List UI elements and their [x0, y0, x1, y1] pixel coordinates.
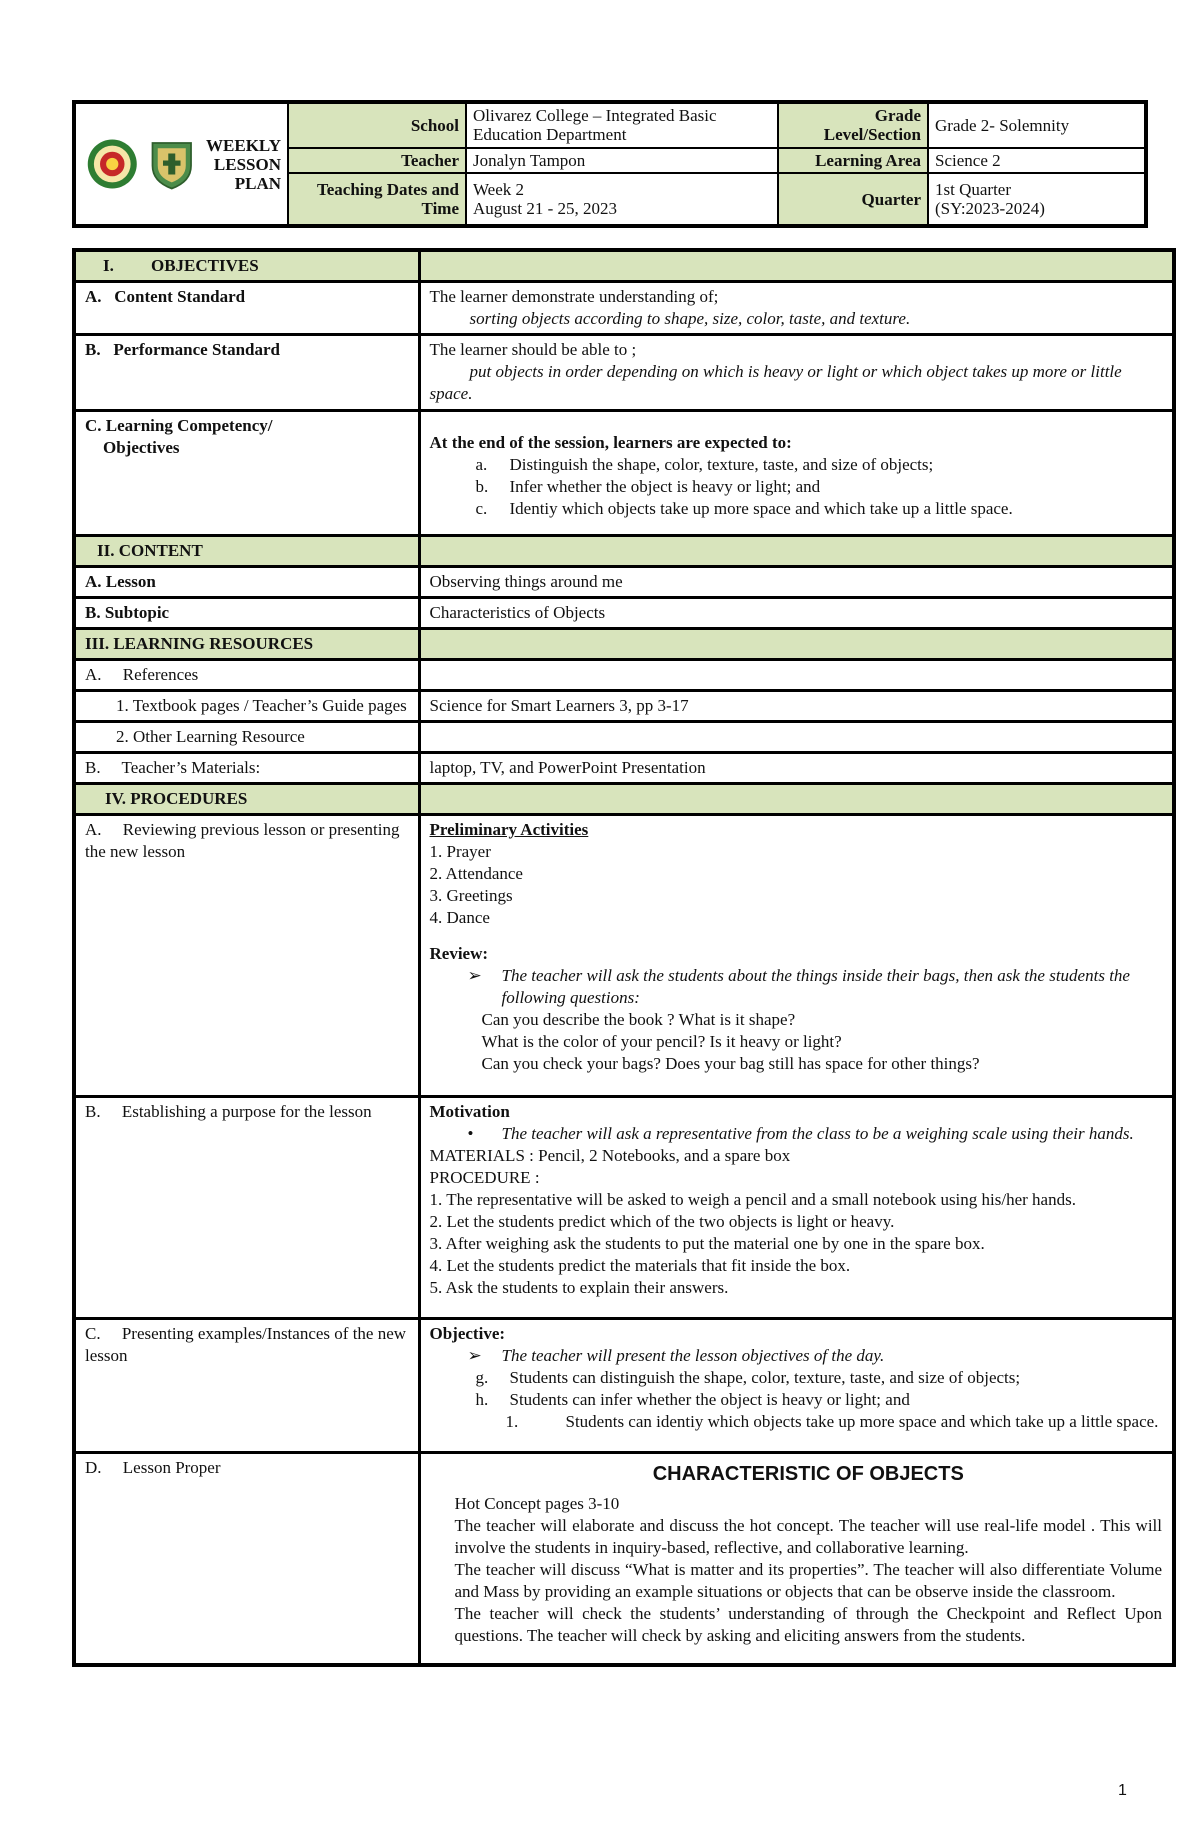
objective-text: Students can identiy which objects take up more space and which take up a little space.	[565, 1412, 1159, 1431]
procedure-step: 1. The representative will be asked to weigh a pencil and a small notebook using his/her hands.	[429, 1190, 1076, 1209]
procedure-c-value	[419, 1319, 1174, 1453]
title-line: LESSON	[213, 154, 281, 174]
quarter-value-line: (SY:2023-2024)	[935, 199, 1045, 219]
content-standard-label: A. Content Standard	[74, 282, 419, 335]
content-standard-line: The learner demonstrate understanding of;	[429, 287, 719, 306]
learning-area-value: Science 2	[928, 148, 1146, 173]
procedure-d-value	[419, 1453, 1174, 1666]
procedure-a-value	[419, 815, 1174, 1097]
prelim-item: 4. Dance	[429, 908, 490, 927]
review-bullet: ➢ The teacher will ask the students about the things inside their bags, then ask the students the following questions:	[468, 965, 1164, 1009]
lesson-label: A. Lesson	[74, 567, 419, 598]
resources-heading-right	[419, 629, 1174, 660]
procedure-step: 4. Let the students predict the materials that fit inside the box.	[429, 1256, 851, 1275]
procedure-title: PROCEDURE :	[429, 1168, 540, 1187]
lesson-value: Observing things around me	[419, 567, 1174, 598]
motivation-title: Motivation	[429, 1102, 510, 1121]
objective-item	[430, 1411, 1164, 1433]
other-resource-value	[419, 722, 1174, 753]
lesson-proper-title: CHARACTERISTIC OF OBJECTS	[652, 1463, 964, 1485]
procedure-d-label: D. Lesson Proper	[74, 1453, 419, 1666]
objective-list	[430, 1367, 1164, 1411]
school-value	[466, 102, 778, 148]
competency-item	[476, 454, 1164, 476]
school-value-line: Education Department	[473, 125, 627, 145]
lesson-paragraph: The teacher will check the students’ understanding of through the Checkpoint and Reflect Upon questions. The teacher will check by asking and eliciting answers from the students.	[454, 1604, 1162, 1645]
subtopic-label: B. Subtopic	[74, 598, 419, 629]
objective-item	[476, 1367, 1164, 1389]
review-question: What is the color of your pencil? Is it heavy or light?	[481, 1032, 842, 1051]
objective-item	[476, 1389, 1164, 1411]
motivation-bullet: • The teacher will ask a representative from the class to be a weighing scale using their hands.	[468, 1123, 1164, 1145]
lesson-paragraph: The teacher will elaborate and discuss the hot concept. The teacher will use real-life model . This will involve the students in inquiry-based, reflective, and collaborative learning.	[454, 1516, 1162, 1557]
objective-text: Students can distinguish the shape, color, texture, taste, and size of objects;	[509, 1368, 1021, 1387]
review-question: Can you check your bags? Does your bag still has space for other things?	[481, 1054, 980, 1073]
title-line: WEEKLY	[206, 135, 281, 155]
motivation-materials: MATERIALS : Pencil, 2 Notebooks, and a spare box	[429, 1146, 791, 1165]
performance-standard-line: The learner should be able to ;	[429, 340, 637, 359]
grade-label-line: Grade	[874, 106, 921, 126]
objective-bullet: ➢ The teacher will present the lesson objectives of the day.	[468, 1345, 1164, 1367]
objectives-heading-num: I.	[103, 256, 114, 275]
dates-value-line: Week 2	[473, 180, 525, 200]
prelim-item: 3. Greetings	[429, 886, 513, 905]
resources-heading: III. LEARNING RESOURCES	[74, 629, 419, 660]
page-number: 1	[1118, 1782, 1127, 1799]
procedures-heading	[74, 784, 419, 815]
prelim-title: Preliminary Activities	[429, 820, 589, 839]
procedure-b-label: B. Establishing a purpose for the lesson	[74, 1097, 419, 1319]
objective-letter: g.	[475, 1368, 489, 1387]
prelim-item: 2. Attendance	[429, 864, 523, 883]
logo-cell	[74, 102, 288, 226]
olivarez-seal-icon	[86, 134, 139, 194]
dates-label-line: Teaching Dates and	[316, 180, 459, 200]
review-bullets	[430, 965, 1164, 1009]
dates-label-line: Time	[421, 199, 459, 219]
motivation-bullets	[430, 1123, 1164, 1145]
content-standard-value	[419, 282, 1174, 335]
materials-label: B. Teacher’s Materials:	[74, 753, 419, 784]
procedures-heading-right	[419, 784, 1174, 815]
objectives-heading	[74, 250, 419, 282]
dates-value	[466, 173, 778, 226]
prelim-item: 1. Prayer	[429, 842, 491, 861]
quarter-value	[928, 173, 1146, 226]
objective-letter: h.	[475, 1390, 489, 1409]
competency-item	[476, 476, 1164, 498]
content-heading-text: II. CONTENT	[97, 541, 203, 560]
procedure-step: 2. Let the students predict which of the two objects is light or heavy.	[429, 1212, 895, 1231]
subtopic-value: Characteristics of Objects	[419, 598, 1174, 629]
competency-intro: At the end of the session, learners are expected to:	[429, 433, 792, 452]
learning-area-label: Learning Area	[778, 148, 928, 173]
competency-list	[430, 454, 1164, 520]
review-title: Review:	[429, 944, 489, 963]
grade-label	[778, 102, 928, 148]
textbook-label: 1. Textbook pages / Teacher’s Guide pages	[74, 691, 419, 722]
procedure-step: 5. Ask the students to explain their answers.	[429, 1278, 729, 1297]
weekly-lesson-plan-title	[206, 136, 281, 193]
competency-text: Infer whether the object is heavy or light; and	[509, 477, 821, 496]
review-question: Can you describe the book ? What is it shape?	[481, 1010, 796, 1029]
procedure-step: 3. After weighing ask the students to put the material one by one in the spare box.	[429, 1234, 985, 1253]
teacher-value: Jonalyn Tampon	[466, 148, 778, 173]
procedures-heading-text: IV. PROCEDURES	[105, 789, 248, 808]
title-line: PLAN	[234, 173, 281, 193]
quarter-label: Quarter	[778, 173, 928, 226]
competency-value	[419, 411, 1174, 536]
grade-value: Grade 2- Solemnity	[928, 102, 1146, 148]
teacher-label: Teacher	[288, 148, 466, 173]
procedure-a-label: A. Reviewing previous lesson or presenting the new lesson	[74, 815, 419, 1097]
school-label: School	[288, 102, 466, 148]
dates-label	[288, 173, 466, 226]
quarter-value-line: 1st Quarter	[935, 180, 1012, 200]
objective-number: 1.	[505, 1412, 519, 1431]
objective-bullets	[430, 1345, 1164, 1367]
objectives-heading-right	[419, 250, 1174, 282]
performance-standard-label: B. Performance Standard	[74, 335, 419, 411]
hot-concept: Hot Concept pages 3-10	[454, 1494, 620, 1513]
references-value	[419, 660, 1174, 691]
content-heading-right	[419, 536, 1174, 567]
procedure-c-label: C. Presenting examples/Instances of the new lesson	[74, 1319, 419, 1453]
competency-text: Identiy which objects take up more space and which take up a little space.	[509, 499, 1013, 518]
dates-value-line: August 21 - 25, 2023	[473, 199, 618, 219]
objective-text: Students can infer whether the object is heavy or light; and	[509, 1390, 910, 1409]
competency-item	[476, 498, 1164, 520]
school-crest-icon	[149, 134, 195, 194]
objective-title: Objective:	[429, 1324, 506, 1343]
competency-label-line: C. Learning Competency/	[85, 416, 273, 435]
competency-letter: a.	[475, 455, 488, 474]
procedure-b-value	[419, 1097, 1174, 1319]
textbook-value: Science for Smart Learners 3, pp 3-17	[419, 691, 1174, 722]
competency-letter: b.	[475, 477, 489, 496]
competency-text: Distinguish the shape, color, texture, taste, and size of objects;	[509, 455, 934, 474]
content-heading	[74, 536, 419, 567]
references-label: A. References	[74, 660, 419, 691]
lesson-plan-table	[72, 248, 1176, 1667]
competency-label-line: Objectives	[103, 438, 180, 457]
performance-standard-line: put objects in order depending on which is heavy or light or which object takes up more or little space.	[429, 362, 1122, 403]
performance-standard-value	[419, 335, 1174, 411]
materials-value: laptop, TV, and PowerPoint Presentation	[419, 753, 1174, 784]
competency-label	[74, 411, 419, 536]
lesson-paragraph: The teacher will discuss “What is matter and its properties”. The teacher will also differentiate Volume and Mass by providing an example situations or objects that can be observe inside the classroom.	[454, 1560, 1162, 1601]
objectives-heading-text: OBJECTIVES	[151, 256, 259, 275]
grade-label-line: Level/Section	[823, 125, 921, 145]
school-value-line: Olivarez College – Integrated Basic	[473, 106, 717, 126]
header-table	[72, 100, 1148, 228]
other-resource-label: 2. Other Learning Resource	[74, 722, 419, 753]
competency-letter: c.	[475, 499, 488, 518]
content-standard-line: sorting objects according to shape, size, color, taste, and texture.	[469, 309, 911, 328]
